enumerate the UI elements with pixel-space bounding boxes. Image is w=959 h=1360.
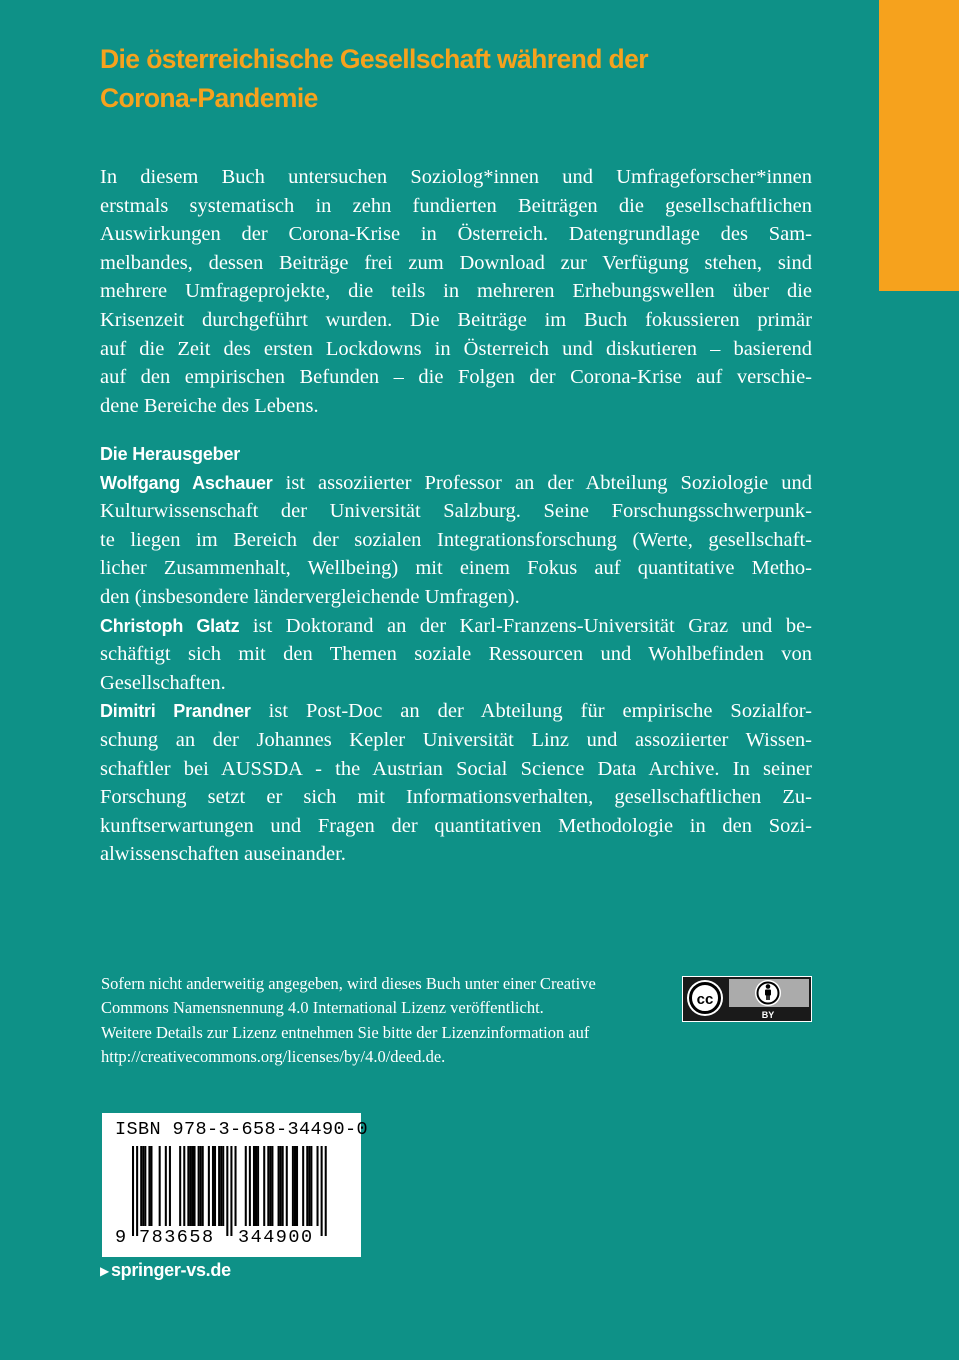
barcode-bar <box>132 1146 134 1236</box>
editors-heading: Die Herausgeber <box>100 444 241 464</box>
barcode-bar <box>191 1146 193 1226</box>
barcode-bar <box>278 1146 280 1226</box>
barcode-bar <box>230 1146 232 1236</box>
barcode-bar <box>200 1146 202 1226</box>
barcode-bar <box>286 1146 288 1226</box>
barcode-bar <box>253 1146 255 1226</box>
barcode-bar <box>136 1146 138 1236</box>
barcode-bar <box>257 1146 259 1226</box>
barcode-bar <box>169 1146 171 1226</box>
barcode-bar <box>271 1146 273 1226</box>
barcode-bar <box>220 1146 222 1226</box>
barcode-bar <box>292 1146 294 1226</box>
barcode-bar <box>222 1146 224 1226</box>
editors-section: Die Herausgeber Wolfgang Aschauer ist assoziierter Professor an der Abteilung Soziologie und Kulturwissenschaft der Universität Salzburg. Seine Forschungsschwerpunk- te liegen im Bereich der sozialen Integrationsforschung (Werte, gesellschaft- licher Zusammenhalt, Wellbeing) mit einem Fokus auf quantitative Metho- den (insbesondere ländervergleichende Umfragen). Christoph Glatz ist Doktorand an der Karl-Franzens-Universität Graz und be- schäftigt sich mit den Themen soziale Ressourcen und Wohlbefinden von Gesellschaften. Dimitri Prandner ist Post-Doc an der Abteilung für empirische Sozialfor- schung an der Johannes Kepler Universität Linz und assoziierter Wissen- schaftler bei AUSSDA - the Austrian Social Science Data Archive. In seiner Forschung setzt er sich mit Informationsverhalten, gesellschaftlichen Zu- kunftserwartungen und Fragen der quantitativen Methodologie in den Sozi- alwissenschaften auseinander. <box>100 440 812 869</box>
barcode-bar <box>317 1146 319 1226</box>
barcode-bar <box>296 1146 298 1226</box>
license-url[interactable]: http://creativecommons.org/licenses/by/4.0/deed.de. <box>101 1046 446 1066</box>
barcode-bar <box>208 1146 210 1226</box>
barcode-bar <box>245 1146 247 1226</box>
barcode-bar <box>269 1146 271 1226</box>
barcode-bar <box>183 1146 185 1226</box>
book-title: Die österreichische Gesellschaft während der Corona-Pandemie <box>100 44 648 113</box>
barcode-bar <box>187 1146 189 1226</box>
barcode-bar <box>321 1146 323 1236</box>
barcode-bar <box>325 1146 327 1236</box>
barcode-bar <box>165 1146 167 1226</box>
publisher-link[interactable]: ▶ springer-vs.de <box>100 1260 231 1280</box>
barcode-bar <box>140 1146 142 1226</box>
isbn-barcode <box>102 1113 369 1257</box>
cc-icon: cc <box>696 991 714 1008</box>
barcode-bar <box>212 1146 214 1226</box>
arrow-right-icon: ▶ <box>100 1264 109 1278</box>
editor-name-aschauer: Wolfgang Aschauer <box>100 472 273 493</box>
barcode-bar <box>150 1146 152 1226</box>
editor-prandner-first-line: Dimitri Prandner ist Post-Doc an der Abteilung für empirische Sozialfor- <box>100 700 812 723</box>
cc-badge-graphic <box>683 977 811 1021</box>
editor-glatz-first-line: Christoph Glatz ist Doktorand an der Karl-Franzens-Universität Graz und be- <box>100 614 812 637</box>
cc-by-license-badge[interactable] <box>682 976 812 1022</box>
ean-right-digits: 344900 <box>238 1227 314 1248</box>
editor-aschauer-first-line: Wolfgang Aschauer ist assoziierter Professor an der Abteilung Soziologie und <box>100 471 812 494</box>
barcode-bar <box>179 1146 181 1226</box>
orange-corner-tab <box>879 0 959 291</box>
ean-left-digits: 783658 <box>139 1227 215 1248</box>
isbn-number: ISBN 978-3-658-34490-0 <box>115 1119 369 1140</box>
barcode-bar <box>202 1146 204 1226</box>
ean-first-digit: 9 <box>115 1227 127 1248</box>
barcode-bar <box>148 1146 150 1226</box>
barcode-bar <box>294 1146 296 1226</box>
barcode-bar <box>280 1146 282 1226</box>
barcode-bar <box>218 1146 220 1226</box>
barcode-bar <box>282 1146 284 1226</box>
barcode-bar <box>214 1146 216 1226</box>
barcode-bar <box>255 1146 257 1226</box>
barcode-bar <box>249 1146 251 1226</box>
barcode-bar <box>159 1146 161 1226</box>
book-description: In diesem Buch untersuchen Soziolog*innen und Umfrageforscher*innen erstmals systematisch in zehn fundierten Beiträgen die gesellschaftlichen Auswirkungen der Corona-Krise in Österreich. Datengrundlage des Sam- melbandes, dessen Beiträge frei zum Download zur Verfügung stehen, sind mehrere Umfrageprojekte, die teils in mehreren Erhebungswellen über die Krisenzeit durchgeführt wurden. Die Beiträge im Buch fokussieren primär auf die Zeit des ersten Lockdowns in Österreich und diskutieren – basierend auf den empirischen Befunden – die Folgen der Corona-Krise auf verschie- dene Bereiche des Lebens. <box>100 166 812 417</box>
barcode-bar <box>194 1146 196 1226</box>
editor-name-prandner: Dimitri Prandner <box>100 701 251 722</box>
barcode-bar <box>189 1146 191 1226</box>
barcode-bar <box>308 1146 310 1226</box>
barcode-bar <box>142 1146 144 1226</box>
barcode-bar <box>198 1146 200 1226</box>
barcode-bar <box>306 1146 308 1226</box>
barcode-bar <box>302 1146 304 1226</box>
barcode-bar <box>226 1146 228 1236</box>
editor-name-glatz: Christoph Glatz <box>100 615 240 636</box>
barcode-bar <box>267 1146 269 1226</box>
barcode-bar <box>263 1146 265 1226</box>
by-label: BY <box>761 1010 775 1020</box>
barcode-bar <box>310 1146 312 1226</box>
barcode-bar <box>144 1146 146 1226</box>
license-notice: Sofern nicht anderweitig angegeben, wird dieses Buch unter einer Creative Commons Namensnennung 4.0 International Lizenz veröffentlicht. Weitere Details zur Lizenz entnehmen Sie bitte der Lizenzinformation auf http://creativecommons.org/licenses/by/4.0/deed.de. <box>101 972 671 1069</box>
barcode-bar <box>235 1146 237 1226</box>
